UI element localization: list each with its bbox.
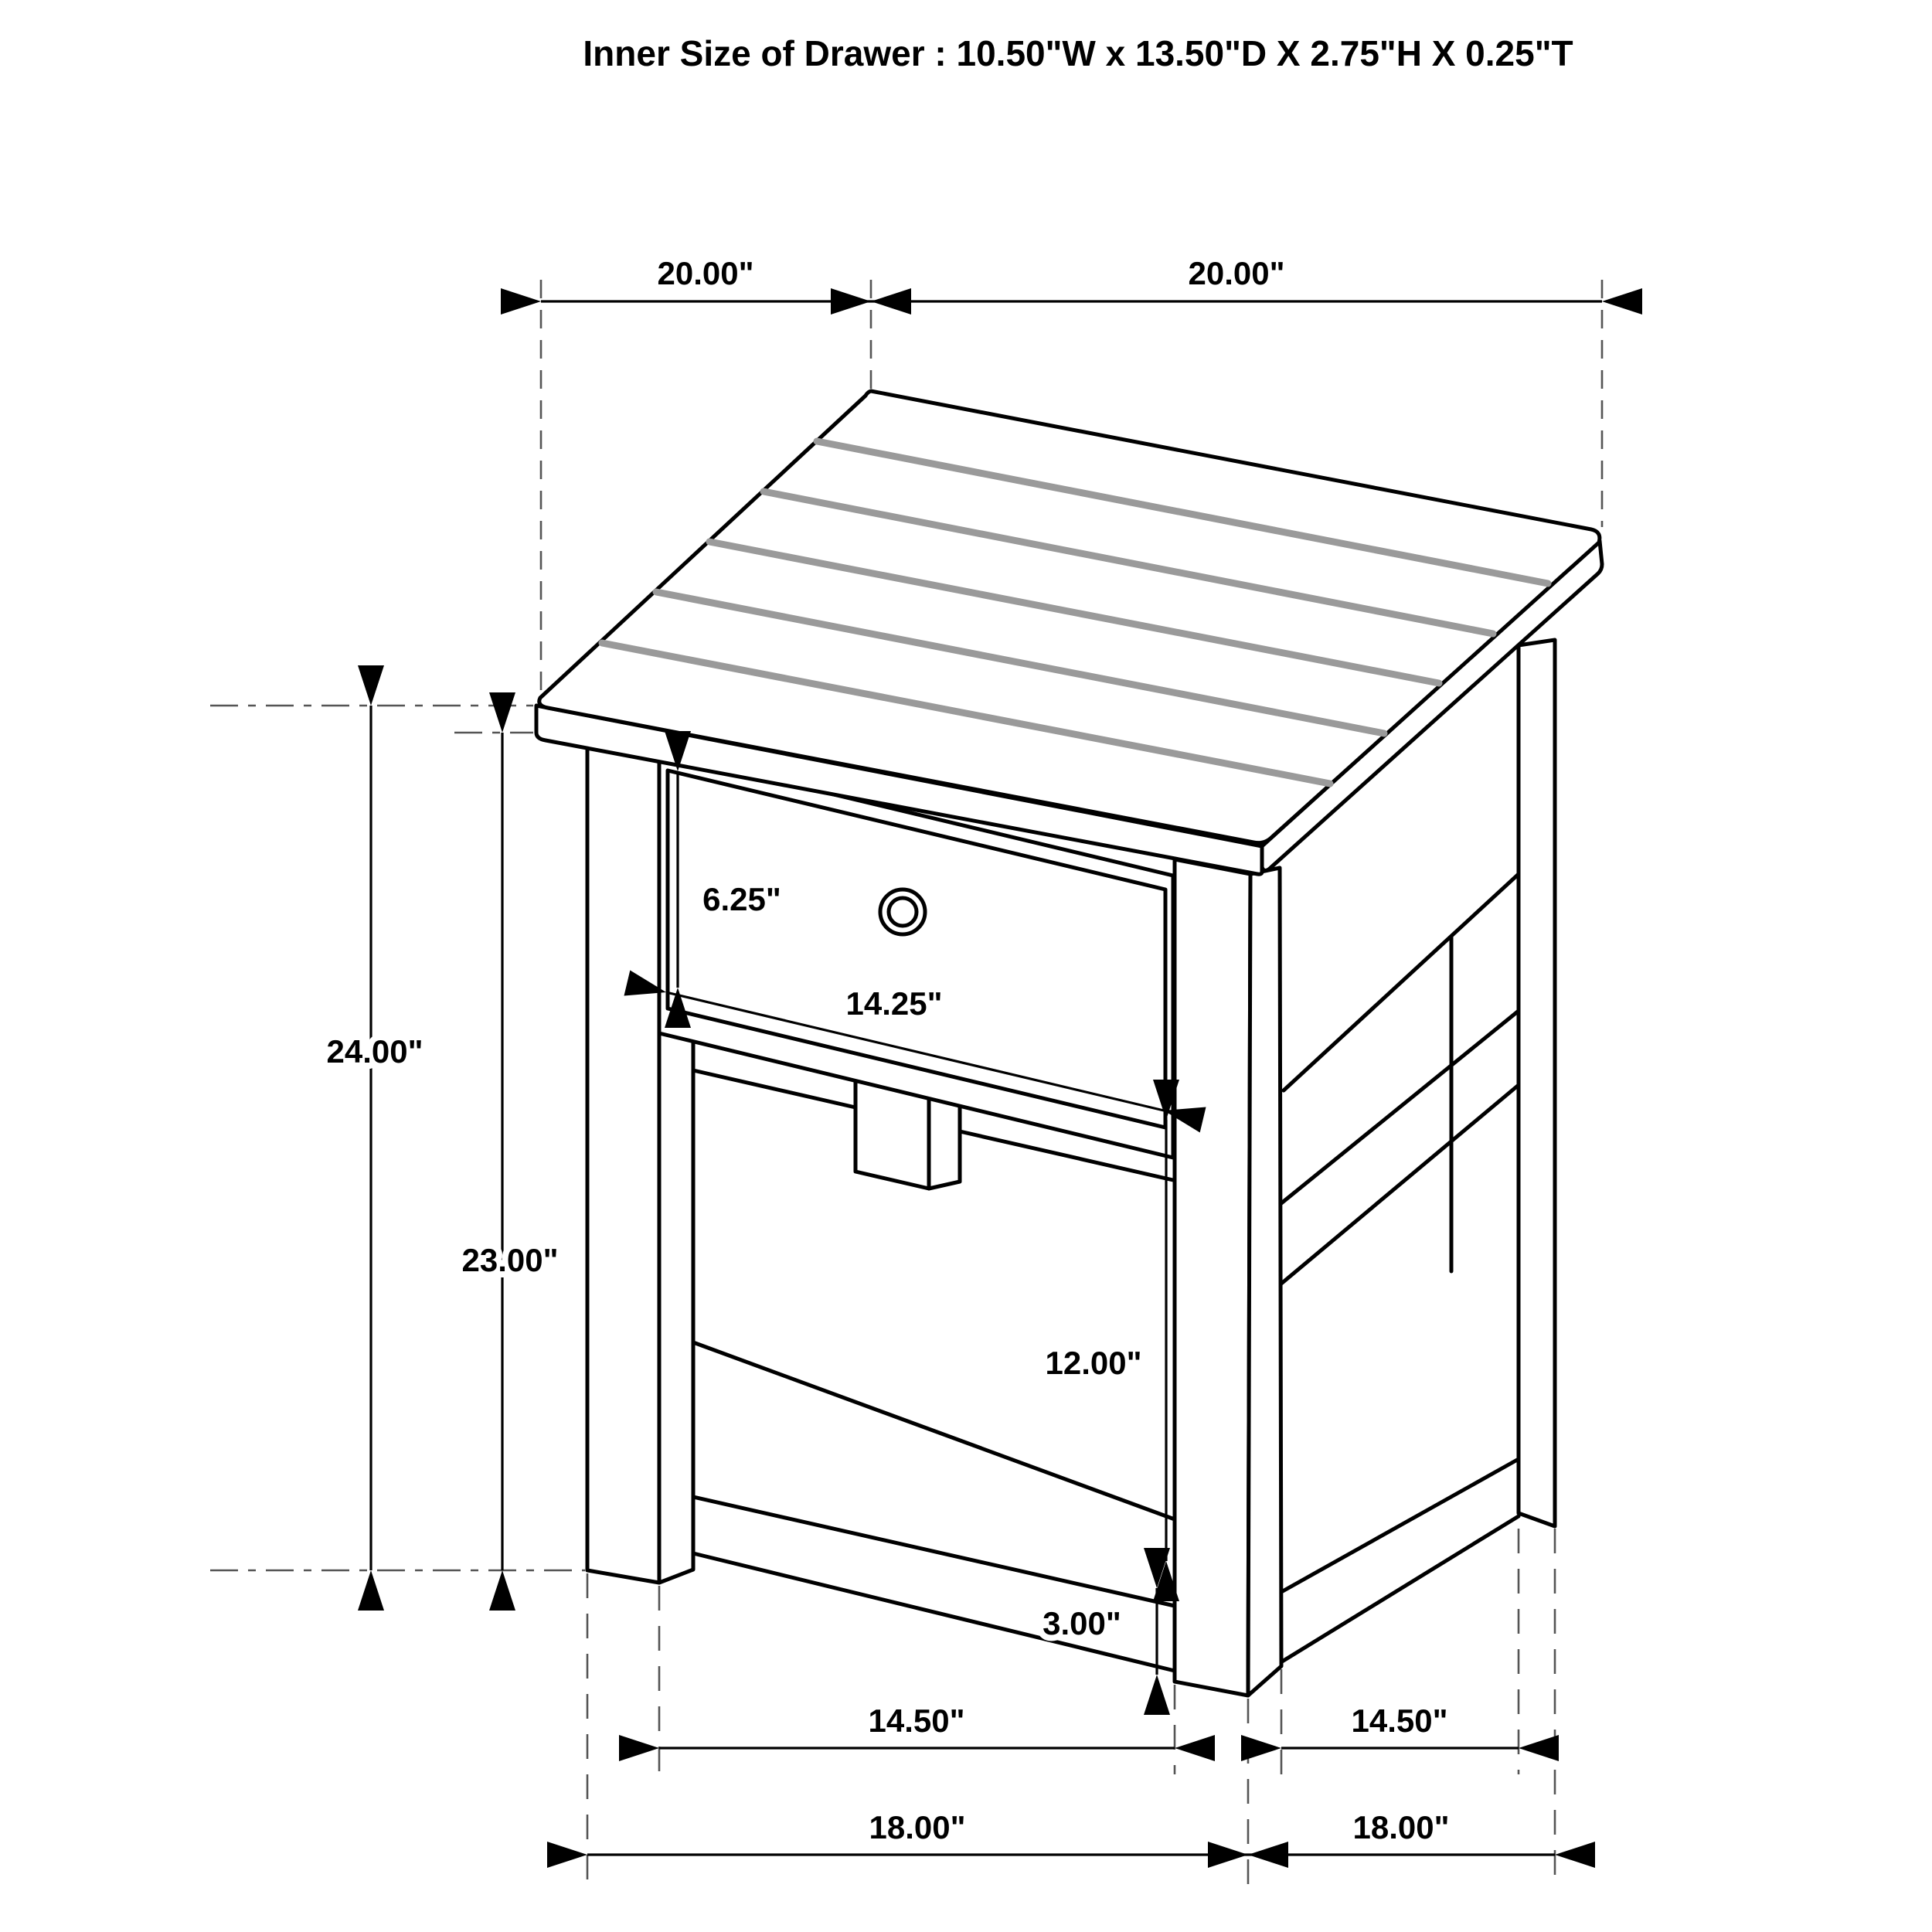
dim-drawer-front-width: 14.25" — [845, 985, 943, 1022]
back-right-leg — [1519, 640, 1555, 1526]
dim-front-outer-width: 18.00" — [869, 1809, 966, 1845]
dim-side-outer-width: 18.00" — [1352, 1809, 1450, 1845]
dim-overall-height: 24.00" — [326, 1033, 423, 1070]
front-right-leg — [1175, 859, 1250, 1696]
dim-side-inner-width: 14.50" — [1351, 1702, 1448, 1739]
dim-top-right-width: 20.00" — [1188, 255, 1285, 291]
front-left-leg — [587, 747, 659, 1583]
dim-leg-height: 23.00" — [461, 1242, 559, 1278]
dim-top-left-width: 20.00" — [657, 255, 754, 291]
dim-front-inner-width: 14.50" — [868, 1702, 965, 1739]
dim-stretcher-height: 3.00" — [1043, 1605, 1121, 1641]
dim-drawer-front-height: 6.25" — [702, 881, 781, 917]
dim-shelf-clearance: 12.00" — [1045, 1345, 1142, 1381]
diagram-title: Inner Size of Drawer : 10.50"W x 13.50"D X 2.75"H X 0.25"T — [583, 33, 1573, 73]
